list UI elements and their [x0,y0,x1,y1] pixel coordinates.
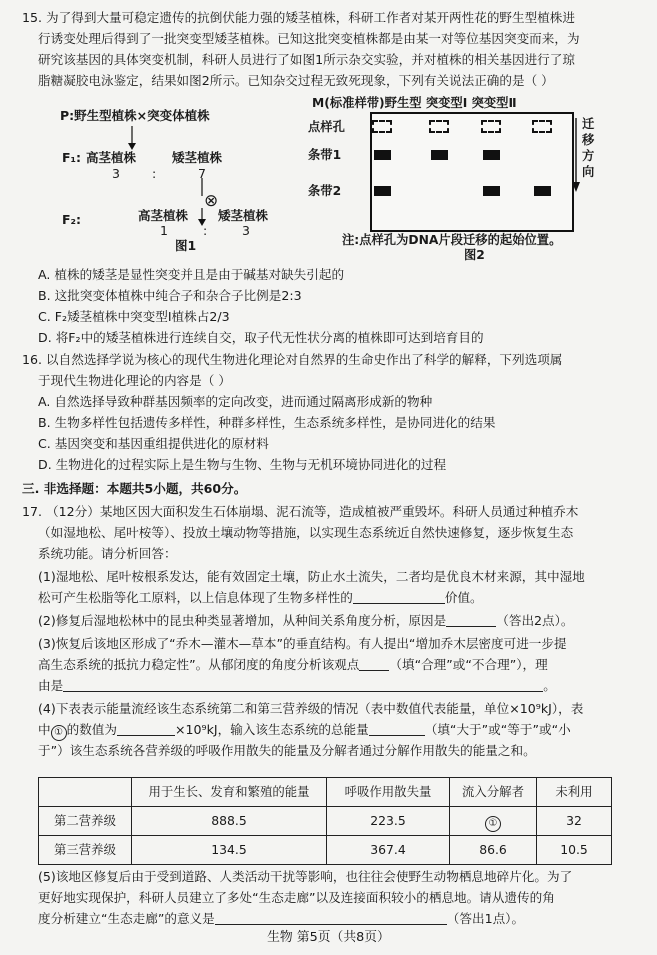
answer-blank-7[interactable] [215,910,447,925]
q17-p5-text: 度分析建立“生态走廊”的意义是 [38,911,215,926]
q17-p4-text-b: 的数值为 [66,722,117,737]
q17-p3-text: 高生态系统的抵抗力稳定性”。从郁闭度的角度分析该观点 [38,657,360,672]
q17-p1-tail: 价值。 [444,590,483,605]
fig2-migration-2: 移 [582,133,595,147]
fig1-f1-colon: : [152,166,157,181]
migration-arrow-icon [572,116,582,196]
well-mut1 [481,120,501,133]
fig1-parent-cross: P:野生型植株×突变体植株 [60,108,210,123]
q17-p3-end: 。 [543,678,556,693]
fig2-band2-label: 条带2 [308,184,342,198]
q17-p1-text: 松可产生松脂等化工原料，以上信息体现了生物多样性的 [38,590,353,605]
table-row [39,836,612,865]
q16-line-1: 16. 以自然选择学说为核心的现代生物进化理论对自然界的生命史作出了科学的解释，下列选项属 [22,352,563,367]
band-m-1 [374,150,391,160]
fig1-f2-short: 矮茎植株 [218,208,269,223]
q17-p2-text: (2)修复后湿地松林中的昆虫种类显著增加，从种间关系角度分析，原因是 [38,613,447,628]
fig2-note: 注:点样孔为DNA片段迁移的起始位置。 [342,233,562,247]
fig2-migration-3: 方 [582,149,595,163]
q17-p4-line-2 [38,720,643,741]
table-header-cell [39,778,132,807]
q16-option-a: A. 自然选择导致种群基因频率的定向改变，进而通过隔离形成新的物种 [38,394,433,409]
table-cell: 第二营养级 [39,807,132,836]
q17-p3-line-3 [38,676,643,695]
fig2-band1-label: 条带1 [308,148,342,162]
table-header-cell: 流入分解者 [450,778,537,807]
circled-one: ① [485,816,501,832]
q17-p5-line-2: 更好地实现保护，科研人员建立了多处“生态走廊”以及连接面积较小的栖息地。请从遗传的角 [38,890,555,905]
q17-intro-2: （如湿地松、尾叶桉等）、投放土壤动物等措施，以实现生态系统近自然快速修复，逐步恢复生态 [38,525,574,540]
q17-p4-line-3: 于”）该生态系统各营养级的呼吸作用散失的能量及分解者通过分解作用散失的能量之和。 [38,743,536,758]
q15-option-d: D. 将F₂中的矮茎植株进行连续自交，取子代无性状分离的植株即可达到培育目的 [38,330,484,345]
q15-option-c: C. F₂矮茎植株中突变型Ⅰ植株占2/3 [38,309,230,324]
gel-box [370,112,574,232]
q17-p3-reason: 由是 [38,678,64,693]
q17-p3-mid: （填“合理”或“不合理”），理 [389,657,548,672]
well-mut2 [532,120,552,133]
q15-line-2: 行诱变处理后得到了一批突变型矮茎植株。已知这批突变植株都是由某一对等位基因突变而来，为 [38,31,580,46]
q16-option-c: C. 基因突变和基因重组提供进化的原材料 [38,436,269,451]
answer-blank-4[interactable] [63,677,543,692]
table-cell: 86.6 [450,836,537,865]
q17-p4-text-c: ×10⁹kJ，输入该生态系统的总能量 [174,722,369,737]
q17-p3-line-2 [38,655,643,674]
q17-p1-line-2 [38,588,643,607]
fig1-f2-tall: 高茎植株 [138,208,189,223]
band-wild-1 [431,150,448,160]
answer-blank-1[interactable] [353,589,445,604]
fig1-f1-tall: 高茎植株 [86,150,137,165]
q17-intro-1: 17. （12分）某地区因大面积发生石体崩塌、泥石流等，造成植被严重毁坏。科研人员通过种植乔木 [22,504,579,519]
band-mut2-2 [534,186,551,196]
q17-p4-line-1: (4)下表表示能量流经该生态系统第二和第三营养级的情况（表中数值代表能量，单位×10⁹kJ），表 [38,701,584,716]
q17-p1-line-1: (1)湿地松、尾叶桉根系发达，能有效固定土壤，防止水土流失，二者均是优良木材来源，其中湿地 [38,569,585,584]
table-header-row [39,778,612,807]
band-mut1-1 [483,150,500,160]
section-3-heading: 三. 非选择题：本题共5小题，共60分。 [22,481,247,496]
table-cell: 134.5 [132,836,327,865]
q17-p5-line-3 [38,909,643,928]
q15-line-4: 脂糖凝胶电泳鉴定，结果如图2所示。已知杂交过程无致死现象，下列有关说法正确的是（ ） [38,73,554,88]
q15-option-b: B. 这批突变体植株中纯合子和杂合子比例是2:3 [38,288,302,303]
table-header-cell: 用于生长、发育和繁殖的能量 [132,778,327,807]
fig1-f2-label: F₂: [62,212,82,227]
q17-p5-tail: （答出1点）。 [446,911,525,926]
fig1-f1-ratio-b: 7 [198,166,206,181]
table-header-cell: 未利用 [537,778,612,807]
answer-blank-6[interactable] [369,721,425,736]
q17-p4-text-a: 中 [38,722,51,737]
q15-option-a: A. 植株的矮茎是显性突变并且是由于碱基对缺失引起的 [38,267,345,282]
q17-p3-line-1: (3)恢复后该地区形成了“乔木—灌木—草本”的垂直结构。有人提出“增加乔木层密度可进一步提 [38,636,567,651]
fig1-f1-ratio-a: 3 [112,166,120,181]
well-m [372,120,392,133]
q16-option-b: B. 生物多样性包括遗传多样性，种群多样性，生态系统多样性，是协同进化的结果 [38,415,496,430]
table-cell: 367.4 [327,836,450,865]
fig2-well-label: 点样孔 [308,120,345,134]
band-mut1-2 [483,186,500,196]
circled-one: ① [51,725,67,741]
band-m-2 [374,186,391,196]
fig1-caption: 图1 [175,238,197,253]
answer-blank-5[interactable] [117,721,175,736]
q17-p4-text-d: （填“大于”或“等于”或“小 [424,722,571,737]
answer-blank-3[interactable] [359,656,389,671]
fig1-f2-colon: : [203,223,208,238]
q15-line-3: 研究该基因的具体突变机制，科研人员进行了如图1所示杂交实验，并对植株的相关基因进行了琼 [38,52,575,67]
answer-blank-2[interactable] [446,612,496,627]
page-footer: 生物 第5页（共8页） [267,930,390,945]
q17-intro-3: 系统功能。请分析回答： [38,546,177,561]
table-row [39,807,612,836]
fig1-f1-short: 矮茎植株 [172,150,223,165]
table-header-cell: 呼吸作用散失量 [327,778,450,807]
q16-option-d: D. 生物进化的过程实际上是生物与生物、生物与无机环境协同进化的过程 [38,457,447,472]
fig1-f2-ratio-a: 1 [160,223,168,238]
table-cell: 第三营养级 [39,836,132,865]
selfing-icon: ⊗ [204,191,219,211]
fig2-caption: 图2 [464,248,485,262]
table-cell: 32 [537,807,612,836]
fig1-f1-label: F₁: [62,150,82,165]
fig1-f2-ratio-b: 3 [242,223,250,238]
well-wild [429,120,449,133]
q17-p2-tail: （答出2点）。 [496,613,574,628]
q17-p2 [38,611,643,630]
energy-table [38,777,612,865]
q15-line-1: 15. 为了得到大量可稳定遗传的抗倒伏能力强的矮茎植株，科研工作者对某开两性花的野生型植株进 [22,10,575,25]
fig2-migration-4: 向 [582,165,595,179]
q16-line-2: 于现代生物进化理论的内容是（ ） [38,373,231,388]
table-cell: 10.5 [537,836,612,865]
fig2-header: M(标准样带)野生型 突变型Ⅰ 突变型Ⅱ [312,96,517,110]
table-cell: 223.5 [327,807,450,836]
fig2-migration-1: 迁 [582,117,595,131]
table-cell: 888.5 [132,807,327,836]
q17-p5-line-1: (5)该地区修复后由于受到道路、人类活动干扰等影响，也往往会使野生动物栖息地碎片化。为了 [38,869,573,884]
table-cell [450,807,537,836]
